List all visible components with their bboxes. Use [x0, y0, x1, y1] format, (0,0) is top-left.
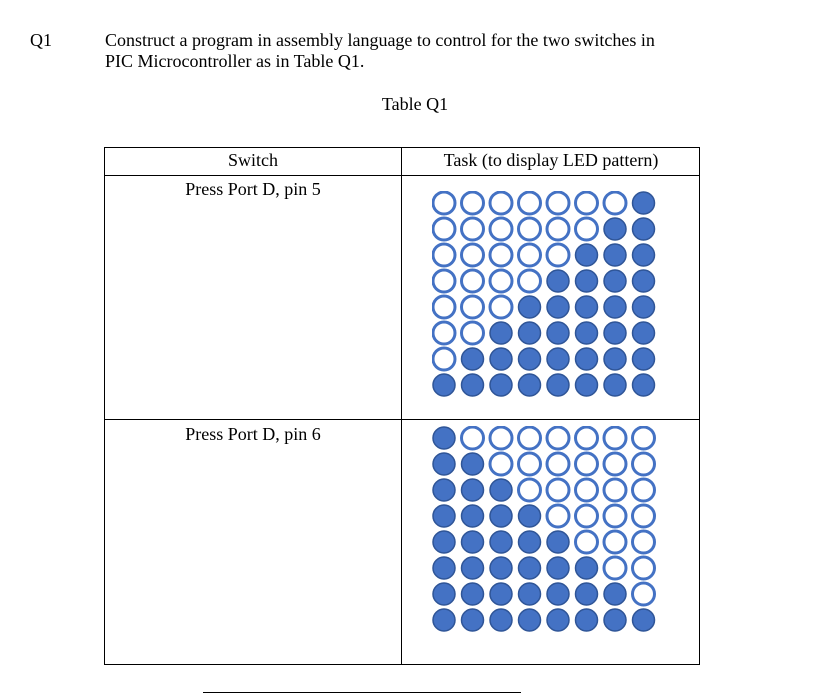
table-caption: Table Q1 [381, 94, 449, 114]
led-off [633, 583, 655, 605]
led-on [633, 218, 655, 240]
led-off [519, 270, 541, 292]
led-on [519, 296, 541, 318]
led-on [576, 296, 598, 318]
question-text [105, 30, 765, 72]
switch-column-header: Switch [227, 150, 278, 170]
led-on [576, 374, 598, 396]
led-off [490, 427, 512, 449]
led-on [519, 505, 541, 527]
led-on [547, 609, 569, 631]
led-off [519, 453, 541, 475]
led-on [633, 270, 655, 292]
led-on [547, 374, 569, 396]
led-off [604, 531, 626, 553]
led-on [462, 505, 484, 527]
led-on [519, 374, 541, 396]
led-off [633, 531, 655, 553]
led-on [462, 479, 484, 501]
led-off [576, 218, 598, 240]
led-off [576, 531, 598, 553]
led-on [604, 218, 626, 240]
led-on [462, 374, 484, 396]
led-on [547, 296, 569, 318]
led-on [576, 557, 598, 579]
led-off [633, 557, 655, 579]
led-off [462, 427, 484, 449]
led-on [547, 322, 569, 344]
led-on [604, 270, 626, 292]
led-off [633, 427, 655, 449]
led-off [462, 270, 484, 292]
led-off [576, 505, 598, 527]
row-1-led-pattern [432, 191, 658, 399]
led-on [433, 427, 455, 449]
led-on [462, 609, 484, 631]
led-off [576, 427, 598, 449]
led-off [490, 270, 512, 292]
led-on [547, 270, 569, 292]
question-text-line-1: Construct a program in assembly language to control for the two switches in [105, 30, 655, 50]
led-on [519, 557, 541, 579]
row-2-switch: Press Port D, pin 6 [185, 424, 321, 444]
table-row-divider [104, 419, 700, 420]
led-off [519, 192, 541, 214]
led-off [490, 453, 512, 475]
page-bottom-rule [203, 692, 521, 693]
led-on [633, 374, 655, 396]
led-off [547, 453, 569, 475]
led-on [433, 583, 455, 605]
row-2-led-pattern [432, 426, 658, 634]
led-on [576, 244, 598, 266]
led-on [576, 322, 598, 344]
led-off [604, 453, 626, 475]
led-off [604, 505, 626, 527]
led-off [547, 427, 569, 449]
led-on [547, 348, 569, 370]
led-on [490, 583, 512, 605]
led-off [433, 270, 455, 292]
led-on [462, 453, 484, 475]
led-off [547, 218, 569, 240]
led-on [633, 244, 655, 266]
led-on [462, 531, 484, 553]
led-on [490, 479, 512, 501]
led-on [519, 583, 541, 605]
led-off [604, 479, 626, 501]
table-column-divider [401, 147, 402, 665]
led-off [462, 244, 484, 266]
led-off [604, 427, 626, 449]
led-on [490, 557, 512, 579]
led-on [633, 192, 655, 214]
led-on [547, 583, 569, 605]
table-header-divider [104, 175, 700, 176]
led-off [547, 192, 569, 214]
led-on [604, 609, 626, 631]
led-on [576, 270, 598, 292]
led-off [490, 244, 512, 266]
led-off [462, 322, 484, 344]
led-off [604, 557, 626, 579]
led-on [547, 531, 569, 553]
led-off [490, 296, 512, 318]
led-off [576, 192, 598, 214]
led-on [576, 583, 598, 605]
question-text-line-2: PIC Microcontroller as in Table Q1. [105, 51, 365, 71]
led-on [462, 557, 484, 579]
led-on [433, 453, 455, 475]
row-1-switch: Press Port D, pin 5 [185, 179, 321, 199]
led-on [490, 531, 512, 553]
led-off [462, 192, 484, 214]
led-on [490, 609, 512, 631]
led-off [433, 218, 455, 240]
led-off [576, 479, 598, 501]
led-on [490, 374, 512, 396]
led-on [433, 609, 455, 631]
led-on [433, 374, 455, 396]
led-on [576, 609, 598, 631]
led-on [519, 348, 541, 370]
led-on [519, 609, 541, 631]
led-off [576, 453, 598, 475]
led-off [433, 348, 455, 370]
led-off [633, 505, 655, 527]
led-on [462, 583, 484, 605]
led-off [490, 192, 512, 214]
led-on [433, 479, 455, 501]
led-on [604, 374, 626, 396]
led-on [633, 609, 655, 631]
led-off [462, 218, 484, 240]
led-on [519, 322, 541, 344]
led-on [490, 505, 512, 527]
led-on [433, 557, 455, 579]
led-off [519, 479, 541, 501]
led-off [547, 244, 569, 266]
question-number: Q1 [30, 30, 52, 50]
led-off [519, 427, 541, 449]
led-on [633, 296, 655, 318]
led-on [633, 322, 655, 344]
led-on [604, 296, 626, 318]
task-column-header: Task (to display LED pattern) [443, 150, 659, 170]
led-off [633, 453, 655, 475]
led-on [576, 348, 598, 370]
led-off [633, 479, 655, 501]
led-off [519, 218, 541, 240]
led-on [604, 583, 626, 605]
led-on [633, 348, 655, 370]
led-off [433, 192, 455, 214]
led-on [490, 322, 512, 344]
led-off [519, 244, 541, 266]
led-off [433, 322, 455, 344]
led-on [490, 348, 512, 370]
led-on [604, 322, 626, 344]
led-on [547, 557, 569, 579]
led-off [433, 296, 455, 318]
led-on [462, 348, 484, 370]
led-off [433, 244, 455, 266]
led-off [604, 192, 626, 214]
led-on [433, 505, 455, 527]
led-off [490, 218, 512, 240]
led-on [519, 531, 541, 553]
led-on [604, 244, 626, 266]
led-off [547, 479, 569, 501]
led-off [462, 296, 484, 318]
led-on [433, 531, 455, 553]
led-off [547, 505, 569, 527]
led-on [604, 348, 626, 370]
